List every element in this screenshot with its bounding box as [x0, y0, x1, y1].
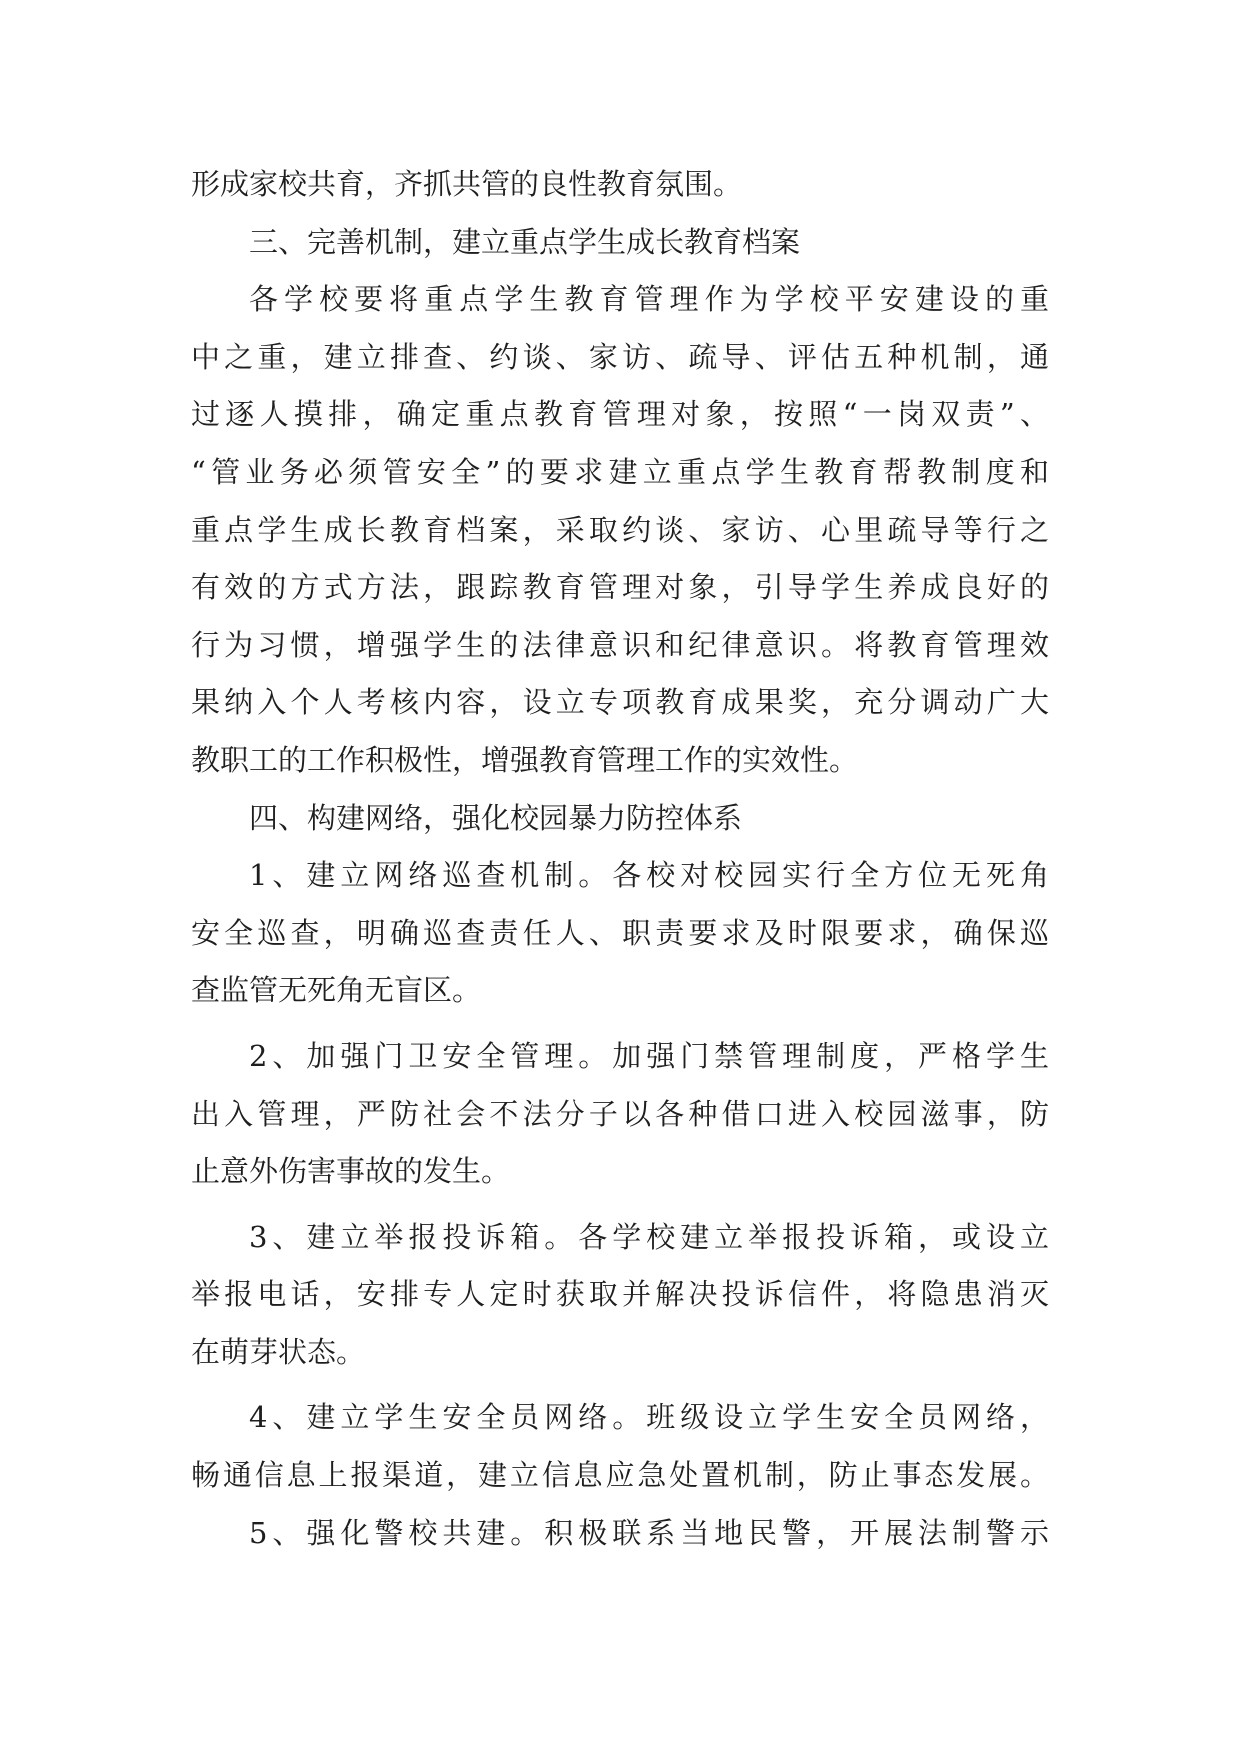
text-line: 中之重，建立排查、约谈、家访、疏导、评估五种机制，通	[191, 339, 1049, 374]
text-line: 教职工的工作积极性，增强教育管理工作的实效性。	[191, 742, 859, 777]
section-heading-3: 三、完善机制，建立重点学生成长教育档案	[249, 224, 801, 259]
text-line: 止意外伤害事故的发生。	[191, 1154, 511, 1189]
text-line: 有效的方式方法，跟踪教育管理对象，引导学生养成良好的	[191, 570, 1049, 605]
text-line: 行为习惯，增强学生的法律意识和纪律意识。将教育管理效	[191, 627, 1049, 662]
text-line: 在萌芽状态。	[191, 1334, 366, 1369]
text-line: 3、建立举报投诉箱。各学校建立举报投诉箱，或设立	[249, 1219, 1049, 1254]
text-line: 2、加强门卫安全管理。加强门禁管理制度，严格学生	[249, 1038, 1049, 1073]
text-line: 查监管无死角无盲区。	[191, 973, 482, 1008]
text-line: 出入管理，严防社会不法分子以各种借口进入校园滋事，防	[191, 1096, 1049, 1131]
text-line: 5、强化警校共建。积极联系当地民警，开展法制警示	[249, 1515, 1049, 1550]
text-line: 重点学生成长教育档案，采取约谈、家访、心里疏导等行之	[191, 512, 1049, 547]
text-line: 安全巡查，明确巡查责任人、职责要求及时限要求，确保巡	[191, 915, 1049, 950]
section-heading-4: 四、构建网络，强化校园暴力防控体系	[249, 800, 743, 835]
text-line: 各学校要将重点学生教育管理作为学校平安建设的重	[249, 282, 1049, 317]
document-body	[191, 156, 1049, 1562]
text-line: 1、建立网络巡查机制。各校对校园实行全方位无死角	[249, 858, 1049, 893]
text-line: 形成家校共育，齐抓共管的良性教育氛围。	[191, 167, 743, 201]
text-line: 4、建立学生安全员网络。班级设立学生安全员网络，	[249, 1400, 1049, 1435]
text-line: 过逐人摸排，确定重点教育管理对象，按照“一岗双责”、	[191, 397, 1049, 432]
text-line: “管业务必须管安全”的要求建立重点学生教育帮教制度和	[191, 454, 1049, 489]
text-line: 畅通信息上报渠道，建立信息应急处置机制，防止事态发展。	[191, 1458, 1049, 1493]
text-line: 举报电话，安排专人定时获取并解决投诉信件，将隐患消灭	[191, 1277, 1049, 1312]
text-line: 果纳入个人考核内容，设立专项教育成果奖，充分调动广大	[191, 685, 1049, 720]
